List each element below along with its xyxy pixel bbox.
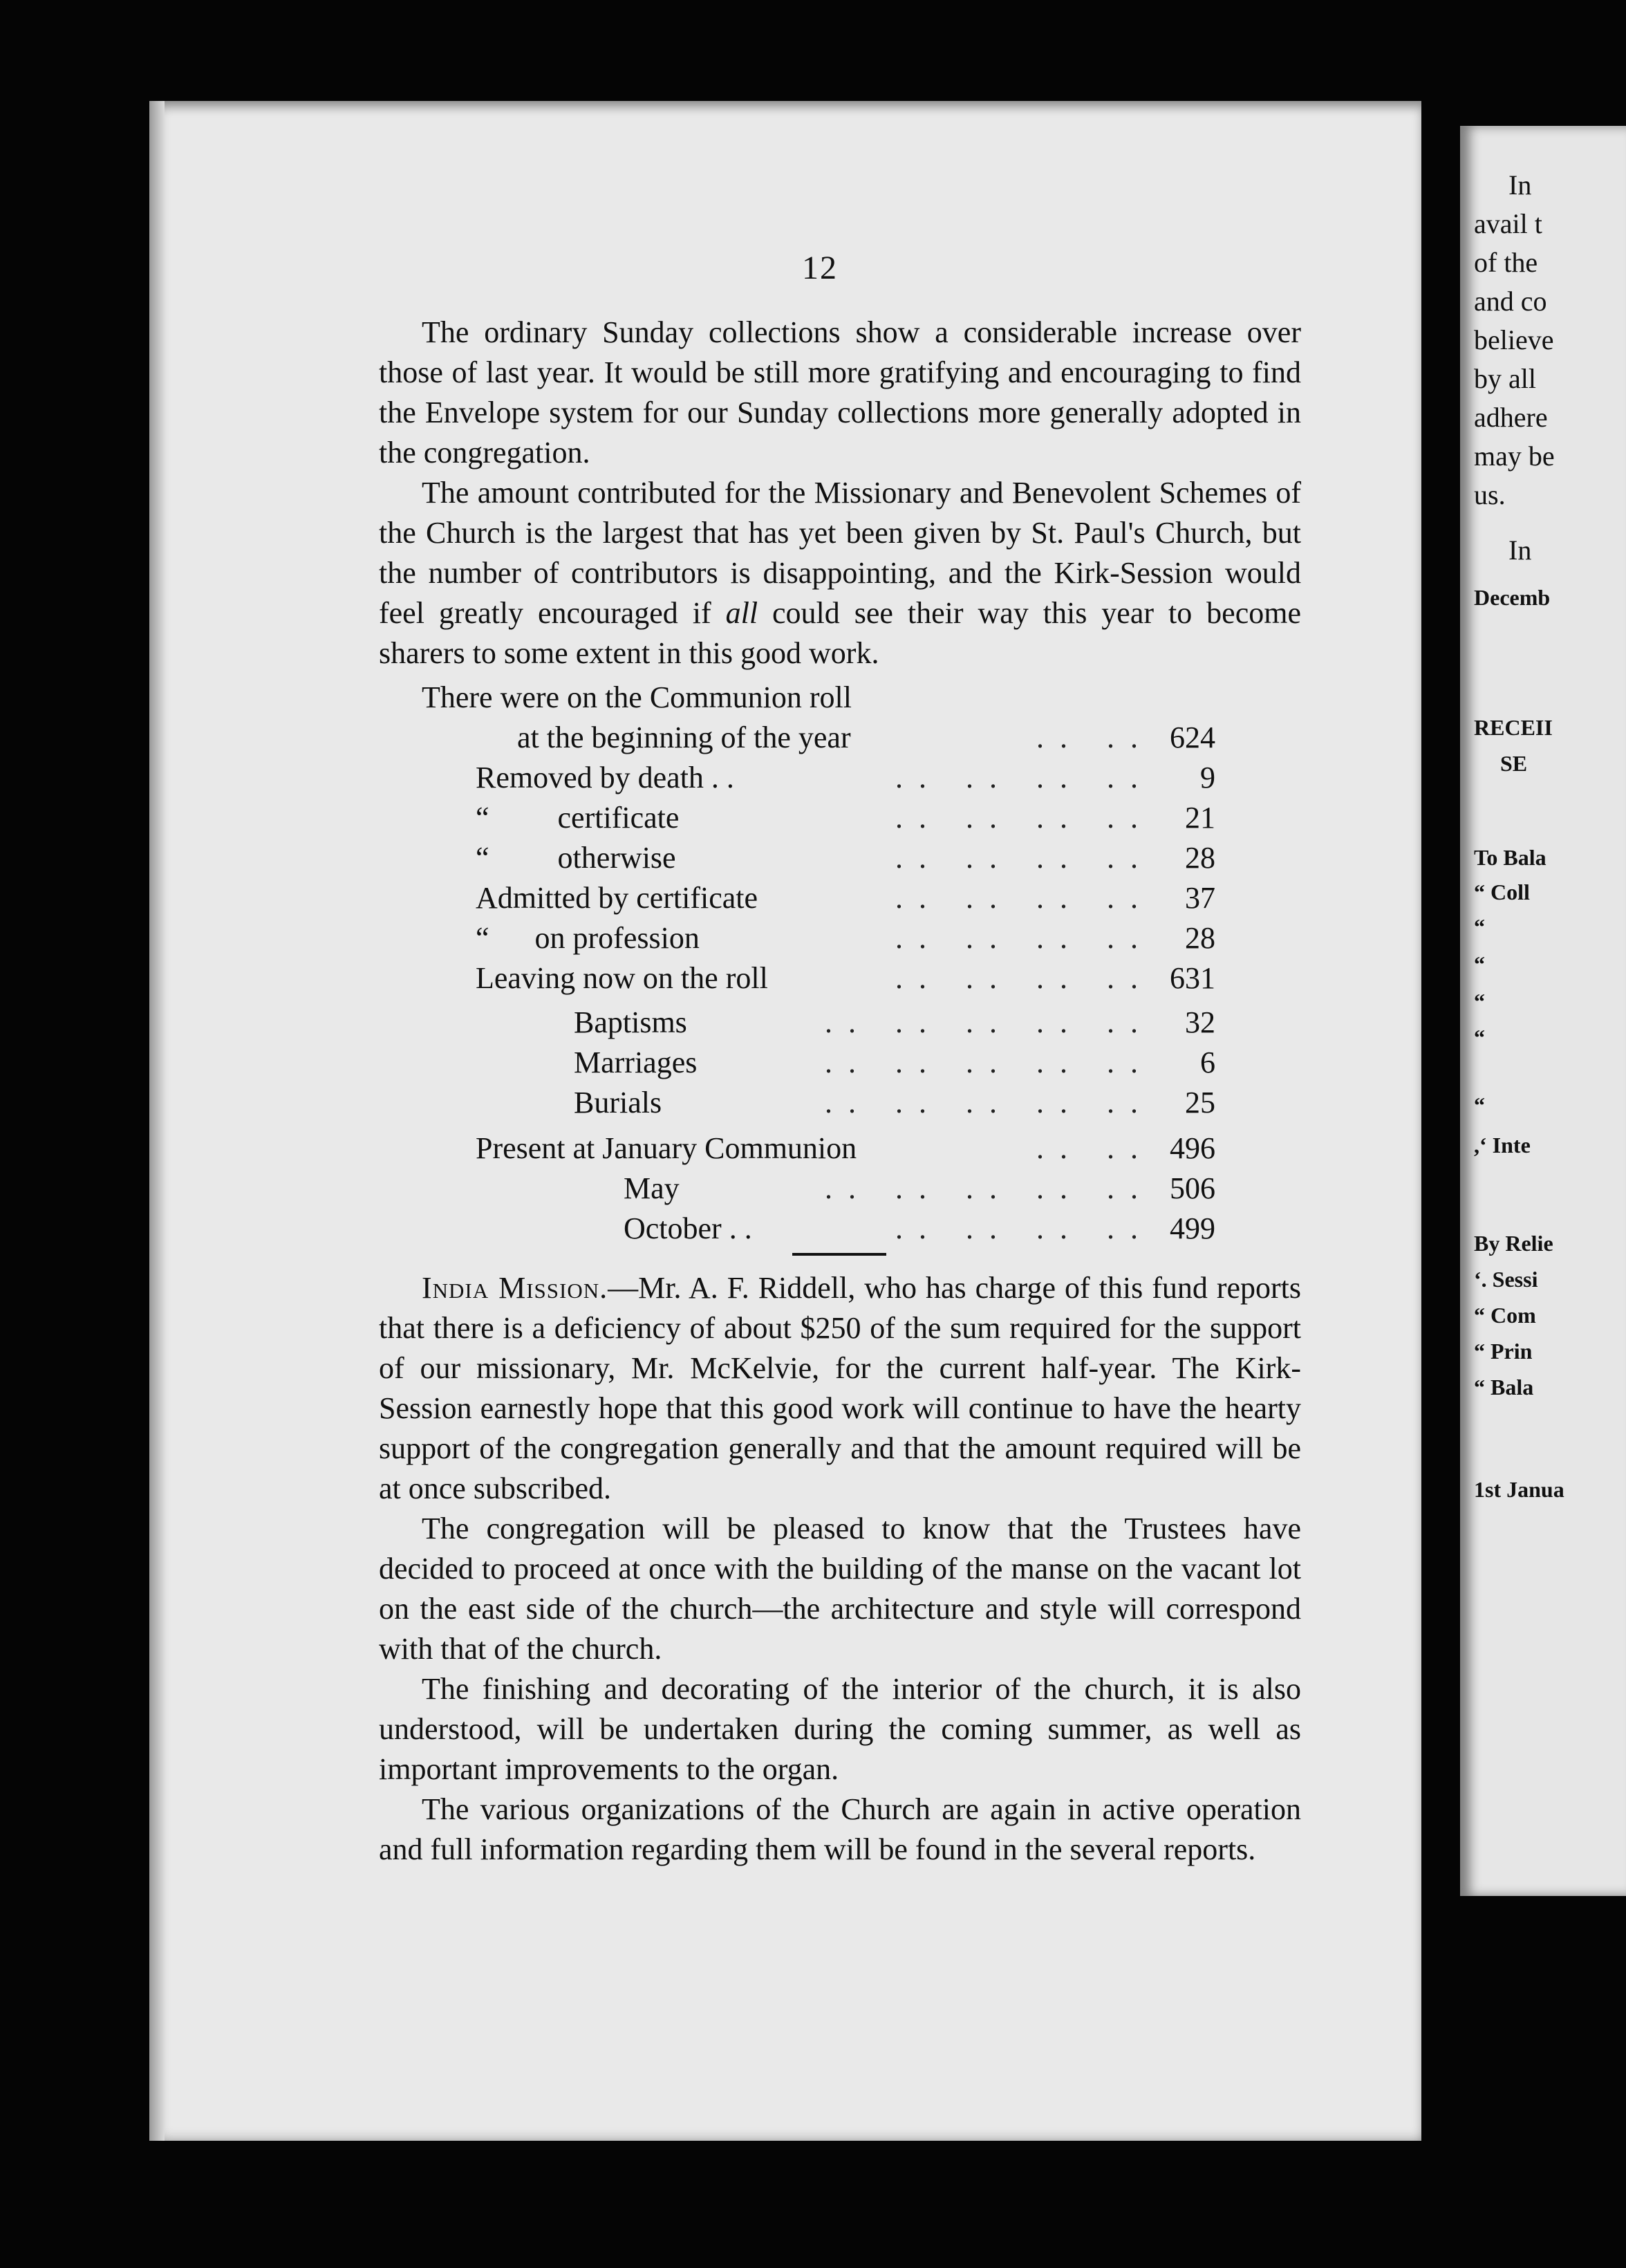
- communion-row-value: 506: [1170, 1171, 1215, 1205]
- leader-dots: . . . . . . . . . .: [825, 1171, 1142, 1205]
- leader-dots: . . . .: [1036, 721, 1142, 754]
- leader-dots: . . . . . . . .: [895, 921, 1142, 955]
- facing-page-line: by all: [1474, 363, 1536, 394]
- leader-dots: . . . .: [1036, 1131, 1142, 1165]
- facing-page-line: “ Coll: [1474, 880, 1530, 904]
- communion-row-value: 631: [1170, 961, 1215, 995]
- leader-dots: . . . . . . . .: [895, 761, 1142, 794]
- communion-row-value: 496: [1170, 1131, 1215, 1165]
- paragraph-collections: The ordinary Sunday collections show a considerable increase over those of last year. It would be still more gratifying and encouraging to find the Envelope system for our Sunday collections more generally adopted in the congregation.: [379, 315, 1301, 470]
- leader-dots: . . . . . . . .: [895, 961, 1142, 995]
- communion-row-label: Baptisms: [574, 1005, 687, 1039]
- communion-row: [379, 1209, 1301, 1249]
- leader-dots: . . . . . . . .: [895, 801, 1142, 835]
- paragraph-manse: The congregation will be pleased to know that the Trustees have decided to proceed at once with the building of the manse on the vacant lot on the east side of the church—the architecture and style will correspond with that of the church.: [379, 1512, 1301, 1666]
- facing-page-line: ‘. Sessi: [1474, 1267, 1538, 1292]
- communion-row-value: 25: [1185, 1086, 1215, 1119]
- leader-dots: . . . . . . . . . .: [825, 1005, 1142, 1039]
- facing-page-line: “: [1474, 1093, 1485, 1117]
- leader-dots: . . . . . . . .: [895, 1211, 1142, 1245]
- communion-row-label: Removed by death . .: [476, 761, 734, 794]
- facing-page-line: believe: [1474, 324, 1554, 355]
- communion-row-value: 32: [1185, 1005, 1215, 1039]
- paragraph-interior: The finishing and decorating of the interior of the church, it is also understood, will be undertaken during the coming summer, as well as important improvements to the organ.: [379, 1672, 1301, 1786]
- communion-row: [379, 878, 1301, 918]
- communion-row-value: 9: [1200, 761, 1215, 794]
- communion-row-value: 624: [1170, 721, 1215, 754]
- facing-page-line: Decemb: [1474, 585, 1551, 610]
- communion-row-label: Marriages: [574, 1045, 698, 1079]
- facing-page-line: “: [1474, 989, 1485, 1014]
- leader-dots: . . . . . . . .: [895, 881, 1142, 915]
- facing-page-line: “: [1474, 1025, 1485, 1050]
- communion-row-value: 28: [1185, 921, 1215, 955]
- facing-page-line: “: [1474, 914, 1485, 939]
- communion-row-value: 28: [1185, 841, 1215, 875]
- facing-page-line: SE: [1500, 751, 1528, 776]
- page-edge-shadow: [149, 101, 165, 2141]
- facing-page-line: avail t: [1474, 208, 1542, 239]
- communion-row-value: 21: [1185, 801, 1215, 835]
- communion-row: [379, 838, 1301, 878]
- facing-page-line: and co: [1474, 286, 1547, 317]
- communion-intro: There were on the Communion roll: [422, 680, 852, 714]
- paragraph-india-mission: [379, 1268, 1301, 1509]
- facing-page-line: may be: [1474, 440, 1555, 472]
- communion-row-label: “ otherwise: [476, 841, 676, 875]
- communion-row: [379, 1003, 1301, 1043]
- communion-row-label: Present at January Communion: [476, 1131, 857, 1165]
- facing-page-line: “ Bala: [1474, 1375, 1534, 1400]
- facing-page-line: In: [1508, 169, 1532, 201]
- facing-page-line: us.: [1474, 479, 1506, 510]
- facing-page-line: of the: [1474, 247, 1538, 278]
- leader-dots: . . . . . . . . . .: [825, 1086, 1142, 1119]
- communion-row: [379, 1083, 1301, 1123]
- page-number: 12: [802, 250, 838, 286]
- facing-page-line: To Bala: [1474, 845, 1546, 870]
- communion-row: [379, 798, 1301, 838]
- paragraph-organizations: The various organizations of the Church are again in active operation and full information regarding them will be found in the several reports.: [379, 1792, 1301, 1866]
- communion-row-label: October . .: [624, 1211, 752, 1245]
- communion-row-value: 6: [1200, 1045, 1215, 1079]
- communion-row-value: 499: [1170, 1211, 1215, 1245]
- paragraph-missionary: The amount contributed for the Missionary and Benevolent Schemes of the Church is the largest that has yet been given by St. Paul's Church, but the number of contributors is disappointing, and the Kirk-Session would feel greatly encouraged if all could see their way this year to become sharers to some extent in this good work.: [379, 476, 1301, 670]
- communion-row: [379, 1043, 1301, 1083]
- communion-row-label: at the beginning of the year: [517, 721, 851, 754]
- facing-page-line: 1st Janua: [1474, 1477, 1564, 1502]
- india-mission-heading: India Mission.: [422, 1271, 608, 1305]
- facing-page-line: ,‘ Inte: [1474, 1133, 1531, 1158]
- leader-dots: . . . . . . . . . .: [825, 1045, 1142, 1079]
- communion-row: [379, 958, 1301, 998]
- communion-row: [379, 1169, 1301, 1209]
- leader-dots: . . . . . . . .: [895, 841, 1142, 875]
- facing-page-line: In: [1508, 535, 1532, 566]
- communion-row: [379, 1128, 1301, 1169]
- facing-page-line: “ Com: [1474, 1303, 1536, 1328]
- communion-row: [379, 918, 1301, 958]
- communion-row: [379, 758, 1301, 798]
- communion-row-label: May: [624, 1171, 680, 1205]
- facing-page-line: “: [1474, 951, 1485, 976]
- communion-row-label: Admitted by certificate: [476, 881, 758, 915]
- communion-row-label: Burials: [574, 1086, 662, 1119]
- page-body: [379, 313, 1301, 1870]
- communion-row-label: “ certificate: [476, 801, 680, 835]
- facing-page-line: By Relie: [1474, 1231, 1553, 1256]
- communion-row-label: Leaving now on the roll: [476, 961, 768, 995]
- communion-row: [379, 718, 1301, 758]
- india-mission-text: —Mr. A. F. Riddell, who has charge of this fund reports that there is a deficiency of about $250 of the sum required for the support of our missionary, Mr. McKelvie, for the current half-year. The Kirk-Session earnestly hope that this good work will continue to have the hearty support of the congregation generally and that the amount required will be at once subscribed.: [379, 1271, 1301, 1505]
- communion-roll-table: [379, 718, 1301, 1249]
- communion-row-value: 37: [1185, 881, 1215, 915]
- facing-page-line: adhere: [1474, 402, 1548, 433]
- facing-page-line: “ Prin: [1474, 1339, 1533, 1364]
- communion-row-label: “ on profession: [476, 921, 700, 955]
- section-rule: [792, 1253, 886, 1256]
- facing-page-line: RECEII: [1474, 715, 1553, 740]
- facing-page-fragment: [1460, 126, 1626, 1896]
